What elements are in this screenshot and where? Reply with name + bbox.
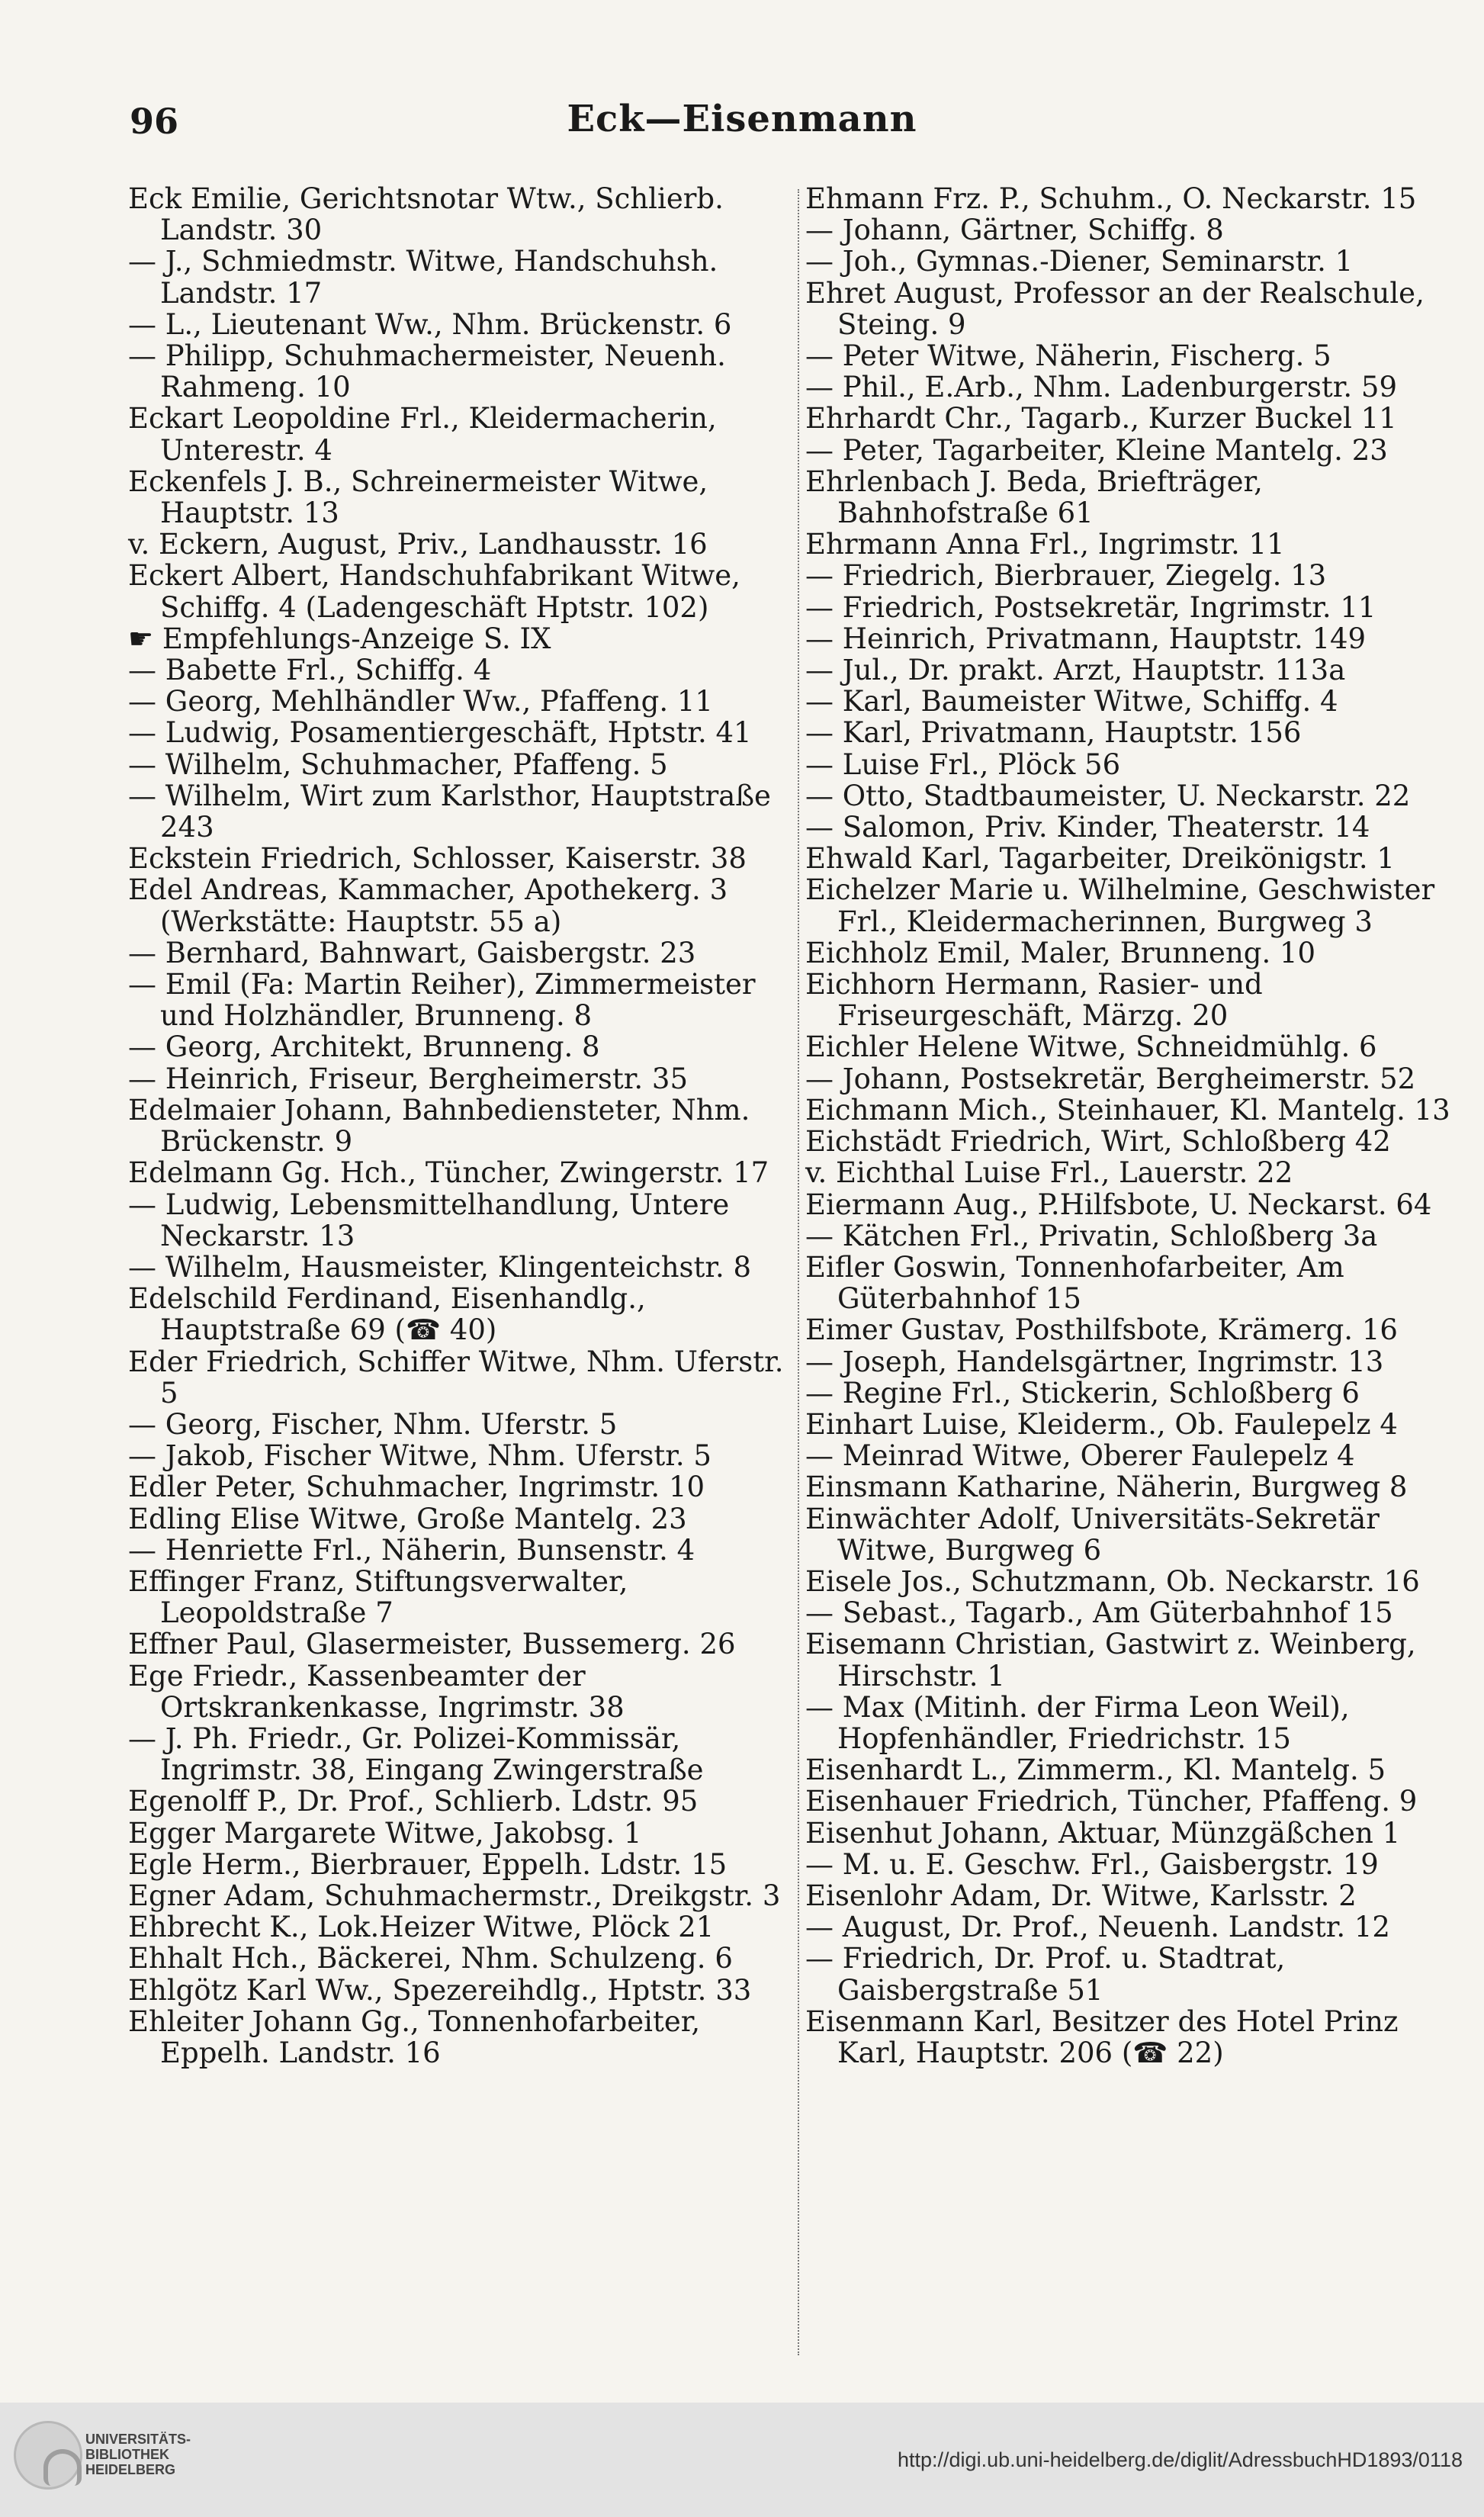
- directory-entry: — Phil., E.Arb., Nhm. Ladenburgerstr. 59: [805, 371, 1397, 404]
- directory-entry: — Karl, Baumeister Witwe, Schiffg. 4: [805, 685, 1338, 718]
- directory-entry: Eder Friedrich, Schiffer Witwe, Nhm. Uferstr. 5: [128, 1345, 784, 1410]
- directory-entry: Edler Peter, Schuhmacher, Ingrimstr. 10: [128, 1471, 705, 1504]
- directory-entry: — Kätchen Frl., Privatin, Schloßberg 3a: [805, 1219, 1378, 1252]
- directory-entry: Ehhalt Hch., Bäckerei, Nhm. Schulzeng. 6: [128, 1942, 733, 1975]
- left-column: [128, 183, 799, 2364]
- directory-entry: — Jul., Dr. prakt. Arzt, Hauptstr. 113a: [805, 654, 1346, 687]
- directory-entry: Eisenhut Johann, Aktuar, Münzgäßchen 1: [805, 1816, 1401, 1850]
- directory-entry: Effner Paul, Glasermeister, Bussemerg. 26: [128, 1628, 736, 1661]
- directory-entry: v. Eckern, August, Priv., Landhausstr. 16: [128, 528, 708, 561]
- directory-entry: — Ludwig, Posamentiergeschäft, Hptstr. 41: [128, 716, 752, 750]
- directory-entry: Eimer Gustav, Posthilfsbote, Krämerg. 16: [805, 1313, 1398, 1347]
- directory-entry: Eichstädt Friedrich, Wirt, Schloßberg 42: [805, 1125, 1391, 1159]
- directory-entry: Einhart Luise, Kleiderm., Ob. Faulepelz 4: [805, 1407, 1398, 1441]
- directory-entry: — Georg, Architekt, Brunneng. 8: [128, 1030, 600, 1064]
- page-number: 96: [130, 101, 179, 142]
- directory-entry: Eifler Goswin, Tonnenhofarbeiter, Am Güterbahnhof 15: [805, 1250, 1344, 1316]
- running-title: Eck—Eisenmann: [567, 98, 917, 140]
- directory-entry: ☛ Empfehlungs-Anzeige S. IX: [128, 622, 551, 655]
- directory-entry: — Meinrad Witwe, Oberer Faulepelz 4: [805, 1439, 1355, 1473]
- directory-entry: Effinger Franz, Stiftungsverwalter, Leopoldstraße 7: [128, 1564, 628, 1630]
- directory-entry: Einsmann Katharine, Näherin, Burgweg 8: [805, 1471, 1408, 1504]
- directory-entry: Eckenfels J. B., Schreinermeister Witwe, Hauptstr. 13: [128, 465, 708, 530]
- directory-entry: — Wilhelm, Wirt zum Karlsthor, Hauptstraße 243: [128, 779, 771, 844]
- directory-entry: Ehbrecht K., Lok.Heizer Witwe, Plöck 21: [128, 1911, 715, 1944]
- directory-entry: — L., Lieutenant Ww., Nhm. Brückenstr. 6: [128, 307, 732, 341]
- directory-entry: — Henriette Frl., Näherin, Bunsenstr. 4: [128, 1533, 695, 1567]
- directory-entry: — Johann, Gärtner, Schiffg. 8: [805, 214, 1224, 247]
- directory-entry: — Jakob, Fischer Witwe, Nhm. Uferstr. 5: [128, 1439, 711, 1473]
- directory-entry: Eckert Albert, Handschuhfabrikant Witwe, Schiffg. 4 (Ladengeschäft Hptstr. 102): [128, 559, 740, 624]
- directory-entry: Ehret August, Professor an der Realschule, Steing. 9: [805, 276, 1425, 341]
- directory-entry: — Georg, Fischer, Nhm. Uferstr. 5: [128, 1407, 618, 1441]
- directory-entry: — Philipp, Schuhmachermeister, Neuenh. Rahmeng. 10: [128, 339, 726, 404]
- directory-entry: Ehrhardt Chr., Tagarb., Kurzer Buckel 11: [805, 402, 1397, 436]
- directory-entry: — Sebast., Tagarb., Am Güterbahnhof 15: [805, 1596, 1393, 1630]
- directory-entry: Egger Margarete Witwe, Jakobsg. 1: [128, 1816, 642, 1850]
- directory-entry: Egner Adam, Schuhmachermstr., Dreikgstr. 3: [128, 1879, 781, 1912]
- directory-entry: — Heinrich, Privatmann, Hauptstr. 149: [805, 622, 1367, 655]
- directory-entry: — Ludwig, Lebensmittelhandlung, Untere Neckarstr. 13: [128, 1188, 730, 1252]
- directory-entry: — Friedrich, Postsekretär, Ingrimstr. 11: [805, 590, 1376, 624]
- directory-entry: Ehleiter Johann Gg., Tonnenhofarbeiter, Eppelh. Landstr. 16: [128, 2004, 701, 2069]
- column-divider: [798, 189, 799, 2355]
- directory-entry: — Emil (Fa: Martin Reiher), Zimmermeister und Holzhändler, Brunneng. 8: [128, 968, 756, 1033]
- directory-entry: — Joseph, Handelsgärtner, Ingrimstr. 13: [805, 1345, 1384, 1378]
- directory-entry: Egle Herm., Bierbrauer, Eppelh. Ldstr. 15: [128, 1847, 728, 1881]
- directory-entry: Eck Emilie, Gerichtsnotar Wtw., Schlierb. Landstr. 30: [128, 182, 724, 247]
- directory-entry: — M. u. E. Geschw. Frl., Gaisbergstr. 19: [805, 1847, 1379, 1881]
- right-column: [805, 183, 1453, 2364]
- directory-entry: Ehwald Karl, Tagarbeiter, Dreikönigstr. 1: [805, 842, 1395, 876]
- directory-entry: Edel Andreas, Kammacher, Apothekerg. 3 (Werkstätte: Hauptstr. 55 a): [128, 873, 728, 938]
- directory-entry: Einwächter Adolf, Universitäts-Sekretär Witwe, Burgweg 6: [805, 1502, 1380, 1567]
- directory-entry: — Luise Frl., Plöck 56: [805, 747, 1121, 781]
- directory-entry: — Friedrich, Dr. Prof. u. Stadtrat, Gaisbergstraße 51: [805, 1942, 1286, 2007]
- directory-entry: Eichmann Mich., Steinhauer, Kl. Mantelg. 13: [805, 1093, 1450, 1127]
- directory-entry: — August, Dr. Prof., Neuenh. Landstr. 12: [805, 1911, 1390, 1944]
- directory-entry: Eisemann Christian, Gastwirt z. Weinberg, Hirschstr. 1: [805, 1628, 1416, 1692]
- directory-entry: v. Eichthal Luise Frl., Lauerstr. 22: [805, 1156, 1293, 1190]
- directory-entry: Edelmaier Johann, Bahnbediensteter, Nhm. Brückenstr. 9: [128, 1093, 750, 1159]
- directory-entry: Ehmann Frz. P., Schuhm., O. Neckarstr. 15: [805, 182, 1417, 215]
- directory-entry: Eiermann Aug., P.Hilfsbote, U. Neckarst. 64: [805, 1188, 1432, 1221]
- directory-entry: — Karl, Privatmann, Hauptstr. 156: [805, 716, 1302, 750]
- directory-entry: Eisele Jos., Schutzmann, Ob. Neckarstr. 16: [805, 1564, 1420, 1598]
- directory-entry: Ehrmann Anna Frl., Ingrimstr. 11: [805, 528, 1285, 561]
- directory-entry: Edelschild Ferdinand, Eisenhandlg., Hauptstraße 69 (☎ 40): [128, 1282, 646, 1347]
- directory-entry: — Peter Witwe, Näherin, Fischerg. 5: [805, 339, 1331, 373]
- directory-entry: — Friedrich, Bierbrauer, Ziegelg. 13: [805, 559, 1327, 593]
- directory-entry: Ehrlenbach J. Beda, Briefträger, Bahnhofstraße 61: [805, 465, 1263, 530]
- directory-entry: Eichler Helene Witwe, Schneidmühlg. 6: [805, 1030, 1377, 1064]
- directory-entry: — Max (Mitinh. der Firma Leon Weil), Hopfenhändler, Friedrichstr. 15: [805, 1690, 1350, 1755]
- directory-entry: — Babette Frl., Schiffg. 4: [128, 654, 492, 687]
- directory-entry: — Wilhelm, Hausmeister, Klingenteichstr. 8: [128, 1250, 752, 1284]
- directory-entry: Eisenhardt L., Zimmerm., Kl. Mantelg. 5: [805, 1754, 1386, 1787]
- directory-entry: Eichhorn Hermann, Rasier- und Friseurgeschäft, Märzg. 20: [805, 968, 1263, 1033]
- directory-entry: Eckart Leopoldine Frl., Kleidermacherin, Unterestr. 4: [128, 402, 717, 467]
- directory-entry: — J. Ph. Friedr., Gr. Polizei-Kommissär, Ingrimstr. 38, Eingang Zwingerstraße: [128, 1721, 704, 1787]
- directory-entry: Ehlgötz Karl Ww., Spezereihdlg., Hptstr. 33: [128, 1973, 752, 2007]
- directory-entry: — Wilhelm, Schuhmacher, Pfaffeng. 5: [128, 747, 668, 781]
- directory-entry: Ege Friedr., Kassenbeamter der Ortskrankenkasse, Ingrimstr. 38: [128, 1659, 625, 1724]
- source-url[interactable]: http://digi.ub.uni-heidelberg.de/diglit/AdressbuchHD1893/0118: [898, 2448, 1463, 2471]
- library-logo-icon: [14, 2421, 82, 2490]
- directory-entry: — Salomon, Priv. Kinder, Theaterstr. 14: [805, 811, 1370, 844]
- directory-entry: — Joh., Gymnas.-Diener, Seminarstr. 1: [805, 245, 1354, 278]
- directory-entry: — Peter, Tagarbeiter, Kleine Mantelg. 23: [805, 433, 1388, 467]
- library-name: UNIVERSITÄTS- BIBLIOTHEK HEIDELBERG: [85, 2432, 191, 2477]
- directory-entry: Eisenlohr Adam, Dr. Witwe, Karlsstr. 2: [805, 1879, 1357, 1912]
- directory-entry: Eisenhauer Friedrich, Tüncher, Pfaffeng. 9: [805, 1785, 1418, 1818]
- directory-entry: Eichelzer Marie u. Wilhelmine, Geschwister Frl., Kleidermacherinnen, Burgweg 3: [805, 873, 1435, 938]
- directory-entry: — Heinrich, Friseur, Bergheimerstr. 35: [128, 1062, 689, 1095]
- directory-entry: Edling Elise Witwe, Große Mantelg. 23: [128, 1502, 687, 1535]
- directory-entry: Eichholz Emil, Maler, Brunneng. 10: [805, 936, 1316, 969]
- directory-entry: — Johann, Postsekretär, Bergheimerstr. 52: [805, 1062, 1416, 1095]
- directory-entry: Eckstein Friedrich, Schlosser, Kaiserstr. 38: [128, 842, 747, 876]
- directory-entry: — J., Schmiedmstr. Witwe, Handschuhsh. Landstr. 17: [128, 245, 718, 310]
- directory-entry: Egenolff P., Dr. Prof., Schlierb. Ldstr. 95: [128, 1785, 699, 1818]
- directory-entry: — Bernhard, Bahnwart, Gaisbergstr. 23: [128, 936, 696, 969]
- directory-entry: Eisenmann Karl, Besitzer des Hotel Prinz Karl, Hauptstr. 206 (☎ 22): [805, 2004, 1399, 2069]
- directory-entry: — Regine Frl., Stickerin, Schloßberg 6: [805, 1376, 1360, 1410]
- directory-entry: Edelmann Gg. Hch., Tüncher, Zwingerstr. 17: [128, 1156, 769, 1190]
- directory-entry: — Georg, Mehlhändler Ww., Pfaffeng. 11: [128, 685, 713, 718]
- viewer-footer: [0, 2403, 1484, 2517]
- directory-entry: — Otto, Stadtbaumeister, U. Neckarstr. 22: [805, 779, 1411, 812]
